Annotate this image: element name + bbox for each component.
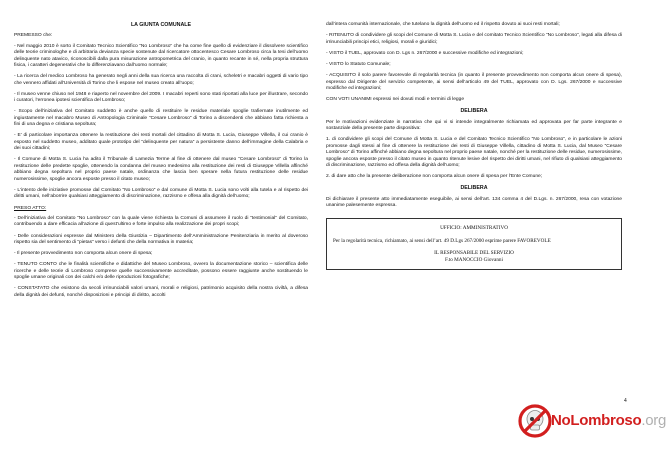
preso-atto-label: PRESO ATTO: [14,205,47,211]
giunta-heading: LA GIUNTA COMUNALE [130,22,192,28]
paragraph-7: - L’intento delle iniziative promosse dal Comitato “No Lombroso” e dal comune di Motta S. Lucia sono volti alla tutela e al rispetto dei diritti umani, nell’aborrire qualsiasi atteggiamento di discriminazione, razzismo e offesa alla dignità dell’uomo; [14,187,308,200]
skull-logo-icon [515,402,555,440]
paragraph-10: - Il presente provvedimento non comporta alcun onere di spesa; [14,251,153,257]
watermark-lombroso: Lombroso [570,412,642,429]
office-title: UFFICIO: AMMINISTRATIVO [440,224,508,231]
paragraph-11: - TENUTO CONTO che le finalità scientifiche e didattiche del Museo Lombroso, ovvero la documentazione storico – scientifica delle ricerche e delle teorie di Lombroso comprese quelle successivamente accreditate, possono essere raggiunte anche sostituendo le spoglie umane originali con dei calchi e/o delle riproduzioni fotografiche; [14,262,308,281]
right-paragraph-4: - VISTO lo Statuto Comunale; [326,62,391,68]
right-column [326,22,622,270]
technical-opinion-box [326,218,622,270]
delibera-heading-1: DELIBERA [460,108,488,115]
paragraph-2: - La ricerca del medico Lombroso ha generato negli anni della sua ricerca una raccolta di crani, scheletri e macabri oggetti di vario tipo che vennero affidati all’Università di Torino che li espose nel museo creato all’uopo; [14,74,308,86]
left-column [14,22,308,304]
paragraph-9: - Delle considerazioni espresse dal Ministero della Giustizia – Dipartimento dell’Amministrazione Penitenziaria in merito al doveroso rispetto sia del sentimento di “pietas” verso i defunti che della normativa in materia; [14,233,308,245]
right-paragraph-8: 1. di condividere gli scopi del Comune di Motta S. Lucia e del Comitato Tecnico Scientifico “No Lombroso”, e in particolare le azioni promosse dagli stessi al fine di ottenere la restituzione dei resti di Giuseppe Villella, cittadino di Motta S. Lucia, dal Museo “Cesare Lombroso” di Torino affinché abbiano degna sepoltura nel proprio paese natale, nonché per la restituzione delle residue, numerosissime, spoglie ancora esposte presso il citato museo in quanto ritenute lesive del rispetto dei diritti umani, nel rifiuto di qualsiasi atteggiamento di discriminazione, razzismo ed offesa della dignità dell’uomo; [326,137,622,169]
premesso-label: PREMESSO che: [14,33,53,39]
watermark-org: .org [641,412,666,429]
paragraph-1: - Nel maggio 2010 è sorto il Comitato Tecnico Scientifico “No Lombroso” che ha come fine quello di evidenziare il dissolvere scientifico delle teorie criminologhe e di arbitraria devianza specie sostenute dal ricercatore ottocentesco Cesare Lombroso circa la tesi dell’uomo delinquente nato atavico, riconoscibili dalla pura misurazione antropometrica del cranio, in quanto recante in sé, nella propria struttura fisica, i caratteri degenerativi che lo differenziavano dall’uomo normale; [14,43,308,69]
right-paragraph-7: Per le motivazioni evidenziate in narrativa che qui vi si intende integralmente richiamata ed approvata per far parte integrante e sostanziale della presente parte dispositiva: [326,119,622,132]
page-number: 4 [624,398,627,404]
watermark-no: No [551,412,571,429]
responsible-name: F.to MANOCCIO Giovanni [445,257,503,264]
right-paragraph-2: - RITENUTO di condividere gli scopi del Comune di Motta S. Lucia e del comitato Tecnico Scientifico “No Lombroso”, legati alla difesa di irrinunciabili principi etici, religiosi, morali e giuridici; [326,33,622,45]
right-paragraph-5: - ACQUISITO il solo parere favorevole di regolarità tecnica (in quanto il presente provvedimento non comporta alcun onere di spesa), espresso dal Dirigente del servizio competente, ai sensi dell’articolo 49 del TUEL, approvato con D. Lgs. 267/2000 e successive modifiche ed integrazioni; [326,73,622,92]
right-paragraph-9: 2. di dare atto che la presente deliberazione non comporta alcun onere di spesa per l’Ente Comune; [326,174,543,180]
opinion-text: Per la regolarità tecnica, richiamato, ai sensi dell’art. 49 D.Lgs 267/2000 esprime parere FAVOREVOLE [333,237,551,244]
paragraph-12: - CONSTATATO che esistono da secoli irrinunciabili valori umani, morali e religiosi, patrimonio acquisito della nostra civiltà, a difesa della dignità dei defunti, nonché disposizioni e principi di diritto, accolti [14,286,308,298]
responsible-label: IL RESPONSABILE DEL SERVIZIO [434,250,514,257]
nolombroso-watermark [515,402,666,440]
paragraph-8: - Dell’iniziativa del Comitato “No Lombroso” con la quale viene richiesta la Comuni di assumere il ruolo di “testimonial” del Comitato, contribuendo a dare efficacia all’azione di quest’ultimo e forte impulso alla realizzazione dei propri scopi; [14,215,308,228]
right-paragraph-1: dall’intera comunità internazionale, che tutelano la dignità dell’uomo ed il rispetto dovuto ai suoi resti mortali; [326,22,560,27]
paragraph-5: - E’ di particolare importanza ottenere la restituzione dei resti mortali del cittadino di Motta S. Lucia, Giuseppe Villella, il cui cranio è esposto nel suddetto museo, additato quale prototipo del “delinquente per natura” a persistente danno dell’immagine della Calabria e dei suoi cittadini; [14,133,308,152]
paragraph-3: - Il museo venne chiuso nel 1948 e riaperto nel novembre del 2009. I macabri reperti sono stati riportati alla luce per illustrare, secondo i curatori, l’erronea ipotesi scientifica del Lombroso; [14,91,308,104]
right-paragraph-10: Di dichiarare il presente atto immediatamente eseguibile, ai sensi dell’art. 134 comma 4 del D.Lgs. n. 267/2000, resa con votazione unanime palesemente espressa. [326,196,622,209]
right-paragraph-6: CON VOTI UNANIMI espressi nei dovuti modi e termini di legge [326,97,465,103]
paragraph-4: - Scopo dell’iniziativa del Comitato suddetto è anche quello di restituire le residue materiale spoglie trafiernate inutilmente ed ingiustamente nel macabro Museo di Antropologia Criminale “Cesare Lombroso” di Torino a discendenti che abbiano fatta richiesta a fini di una degna e cristiana sepoltura; [14,109,308,128]
delibera-heading-2: DELIBERA [460,185,488,192]
right-paragraph-3: - VISTO il TUEL, approvato con D. Lgs n. 267/2000 e successive modifiche ed integrazioni; [326,50,524,56]
watermark-text [551,412,666,429]
paragraph-6: - Il Comune di Motta S. Lucia ha adito il Tribunale di Lamezia Terme al fine di ottenere dal museo “Cesare Lombroso” di Torino la restituzione delle predette spoglie, ottenendo la condanna del museo medesimo alla restituzione dei resti di Giuseppe Villella affinché abbiano degna sepoltura nel proprio paese natale, ordinanza che lascia ben sperare nella futura restituzione delle residue numerosissime, spoglie ancora esposte presso il citato museo; [14,157,308,182]
